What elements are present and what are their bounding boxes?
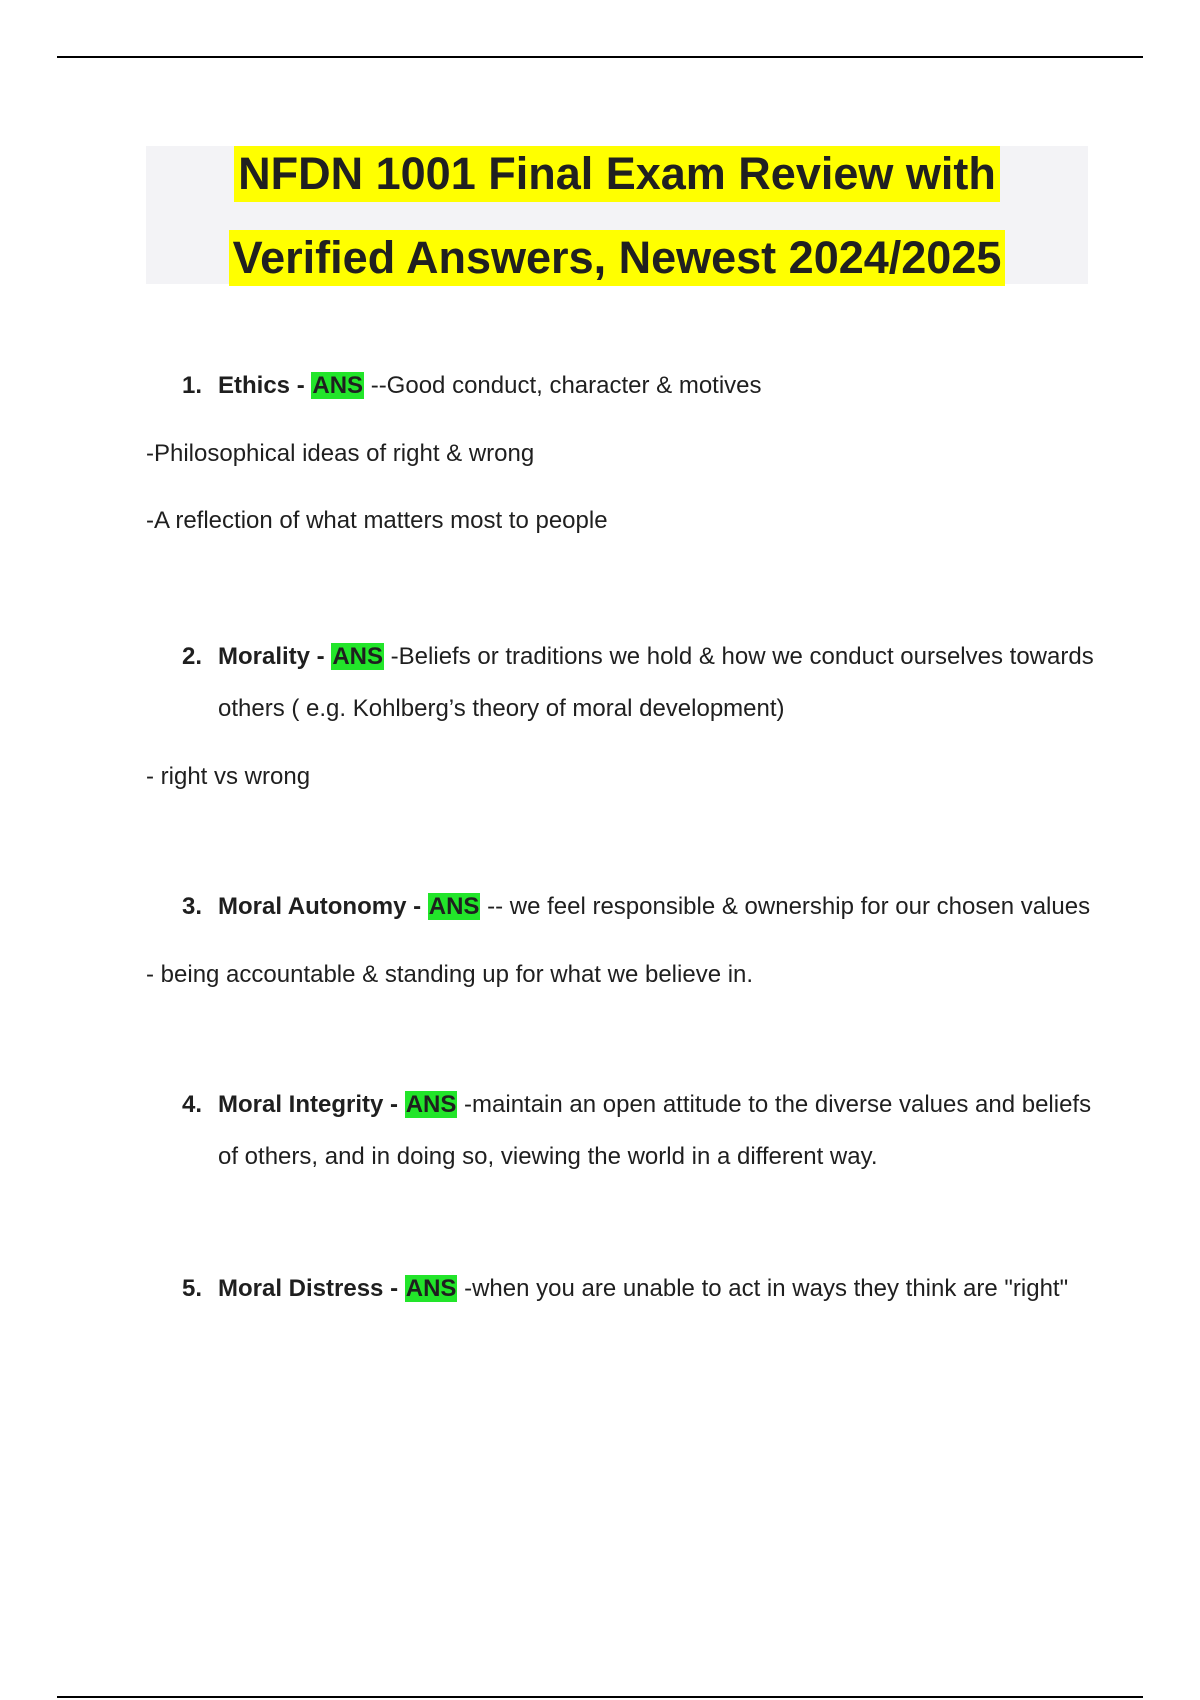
title-line-2: Verified Answers, Newest 2024/2025: [229, 230, 1006, 286]
top-rule: [57, 56, 1143, 58]
bottom-rule: [57, 1696, 1143, 1698]
ans-label: ANS: [405, 1091, 457, 1118]
list-item: [146, 1263, 1096, 1315]
item-definition: -Beliefs or traditions we hold & how we conduct ourselves towards others ( e.g. Kohlberg’s theory of moral development): [218, 643, 1094, 722]
item-number: 3.: [182, 893, 203, 920]
ans-label: ANS: [312, 372, 364, 399]
title-line-1: NFDN 1001 Final Exam Review with: [234, 146, 1000, 202]
list-item: [146, 360, 1096, 412]
item-definition: -when you are unable to act in ways they think are "right": [457, 1275, 1069, 1302]
item-definition: -- we feel responsible & ownership for our chosen values: [480, 893, 1091, 920]
item-definition: --Good conduct, character & motives: [364, 372, 762, 399]
qa-list: [146, 360, 1096, 1315]
item-number: 2.: [182, 643, 203, 670]
list-item: [146, 631, 1096, 735]
item-term: Moral Integrity -: [218, 1091, 405, 1118]
ans-label: ANS: [332, 643, 384, 670]
item-note: -A reflection of what matters most to people: [146, 507, 608, 534]
item-note: - right vs wrong: [146, 763, 311, 790]
item-number: 4.: [182, 1091, 203, 1118]
ans-label: ANS: [428, 893, 480, 920]
item-term: Ethics -: [218, 372, 312, 399]
item-note: - being accountable & standing up for what we believe in.: [146, 961, 754, 988]
item-term: Morality -: [218, 643, 332, 670]
item-number: 5.: [182, 1275, 203, 1302]
title-block: [146, 146, 1088, 284]
list-item: [146, 881, 1096, 933]
item-term: Moral Autonomy -: [218, 893, 428, 920]
list-item: [146, 1079, 1096, 1183]
item-note: -Philosophical ideas of right & wrong: [146, 440, 535, 467]
item-definition: -maintain an open attitude to the diverse values and beliefs of others, and in doing so, viewing the world in a different way.: [218, 1091, 1092, 1170]
item-number: 1.: [182, 372, 203, 399]
ans-label: ANS: [405, 1275, 457, 1302]
item-term: Moral Distress -: [218, 1275, 405, 1302]
